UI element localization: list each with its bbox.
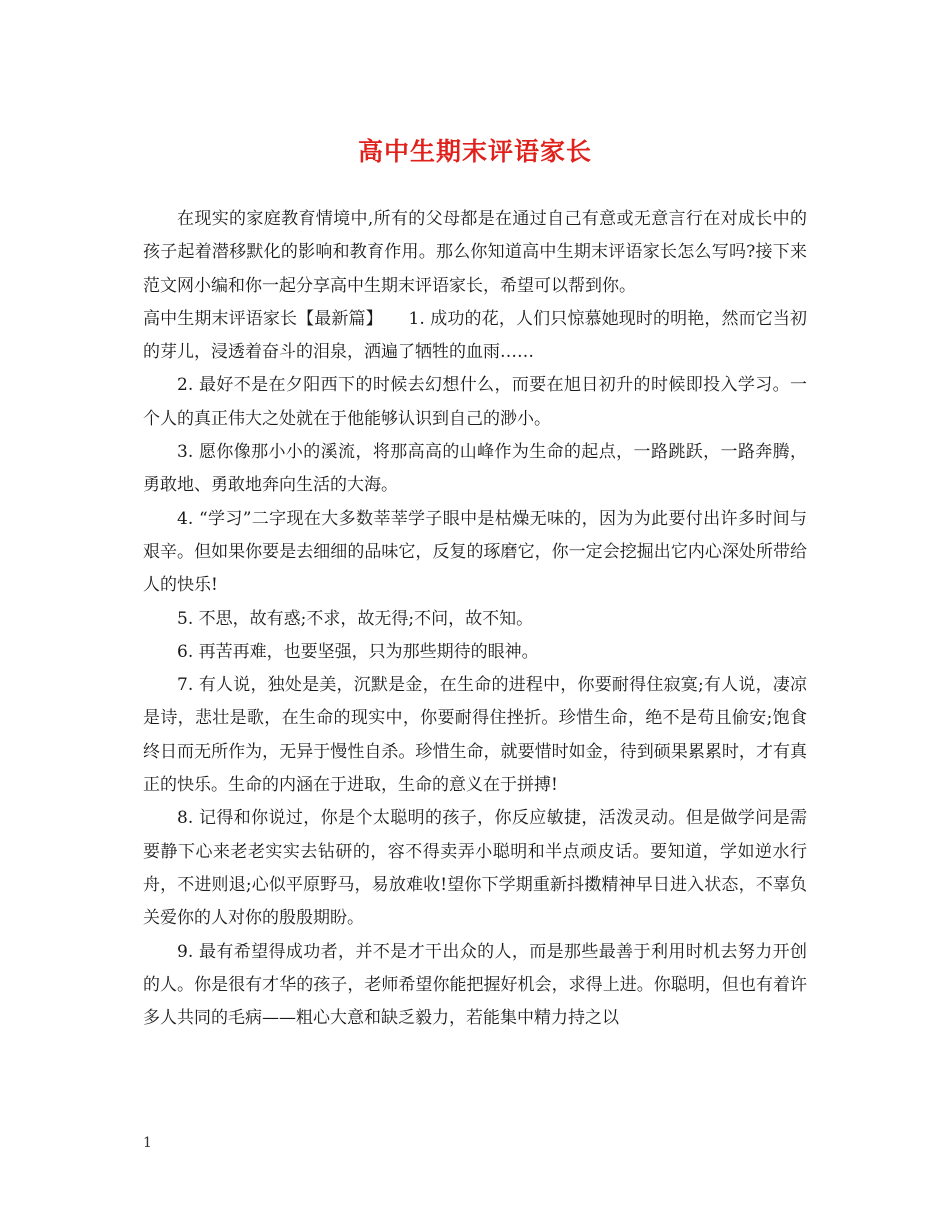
paragraph-item-2: 2. 最好不是在夕阳西下的时候去幻想什么，而要在旭日初升的时候即投入学习。一个人的真正伟大之处就在于他能够认识到自己的渺小。 (143, 375, 807, 429)
paragraph-intro: 在现实的家庭教育情境中,所有的父母都是在通过自己有意或无意言行在对成长中的孩子起着潜移默化的影响和教育作用。那么你知道高中生期末评语家长怎么写吗?接下来范文网小编和你一起分享高中生期末评语家长，希望可以帮到你。 (143, 209, 807, 296)
paragraph-item-9: 9. 最有希望得成功者，并不是才干出众的人，而是那些最善于利用时机去努力开创的人。你是很有才华的孩子，老师希望你能把握好机会，求得上进。你聪明，但也有着许多人共同的毛病——粗心大意和缺乏毅力，若能集中精力持之以 (143, 941, 807, 1029)
document-body (143, 203, 807, 1035)
paragraph-item-3: 3. 愿你像那小小的溪流，将那高高的山峰作为生命的起点，一路跳跃，一路奔腾，勇敢地、勇敢地奔向生活的大海。 (143, 442, 807, 496)
paragraph-section-heading: 高中生期末评语家长【最新篇】 1. 成功的花，人们只惊慕她现时的明艳，然而它当初的芽儿，浸透着奋斗的泪泉，洒遍了牺牲的血雨…… (143, 308, 807, 363)
document-title: 高中生期末评语家长 (357, 137, 592, 166)
paragraph-item-6: 6. 再苦再难，也要坚强，只为那些期待的眼神。 (177, 641, 539, 662)
paragraph-item-4: 4. “学习”二字现在大多数莘莘学子眼中是枯燥无味的，因为为此要付出许多时间与艰辛。但如果你要是去细细的品味它，反复的琢磨它，你一定会挖掘出它内心深处所带给人的快乐! (143, 508, 807, 596)
paragraph-item-8: 8. 记得和你说过，你是个太聪明的孩子，你反应敏捷，活泼灵动。但是做学问是需要静下心来老老实实去钻研的，容不得卖弄小聪明和半点顽皮话。要知道，学如逆水行舟，不进则退;心似平原野马，易放难收!望你下学期重新抖擞精神早日进入状态，不辜负关爱你的人对你的殷殷期盼。 (143, 808, 807, 929)
page-number: 1 (143, 1135, 152, 1151)
paragraph-item-7: 7. 有人说，独处是美，沉默是金，在生命的进程中，你要耐得住寂寞;有人说，凄凉是诗，悲壮是歌，在生命的现实中，你要耐得住挫折。珍惜生命，绝不是苟且偷安;饱食终日而无所作为，无异于慢性自杀。珍惜生命，就要惜时如金，待到硕果累累时，才有真正的快乐。生命的内涵在于进取，生命的意义在于拼搏! (143, 675, 807, 796)
paragraph-item-5: 5. 不思，故有惑;不求，故无得;不问，故不知。 (177, 608, 534, 629)
